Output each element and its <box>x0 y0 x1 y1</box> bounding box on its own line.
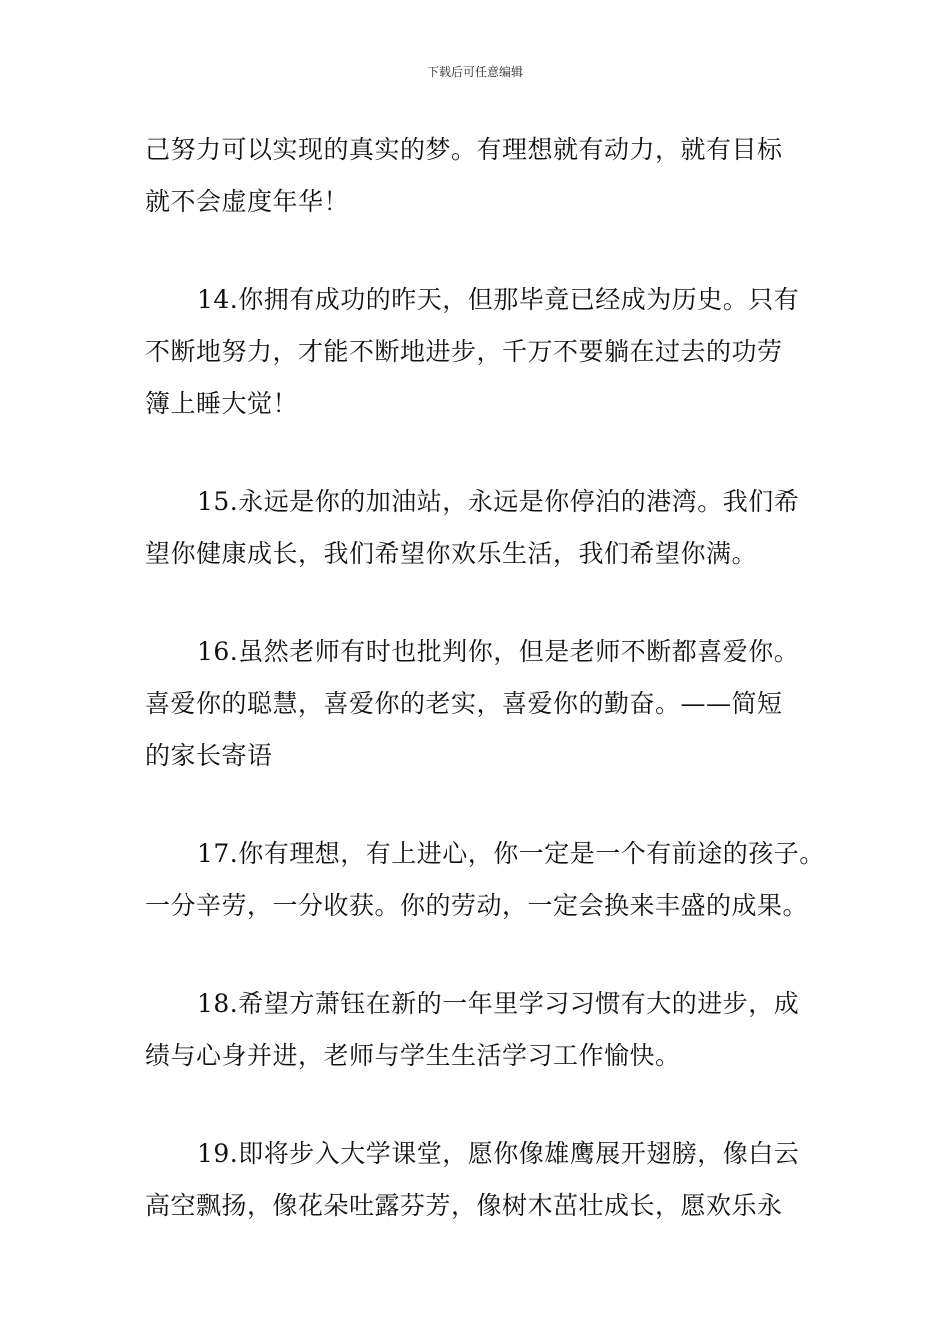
paragraph-gap <box>145 228 815 274</box>
paragraph-gap <box>145 1082 815 1128</box>
document-body <box>145 124 825 1232</box>
text-line: 18.希望方萧钰在新的一年里学习习惯有大的进步，成 <box>197 989 800 1018</box>
text-line: 14.你拥有成功的昨天，但那毕竟已经成为历史。只有 <box>197 285 800 314</box>
paragraph-18 <box>145 978 815 1082</box>
text-line: 15.永远是你的加油站，永远是你停泊的港湾。我们希 <box>197 487 800 516</box>
text-line: 一分辛劳，一分收获。你的劳动，一定会换来丰盛的成果。 <box>145 891 809 920</box>
text-line: 的家长寄语 <box>145 741 273 770</box>
text-line: 17.你有理想，有上进心，你一定是一个有前途的孩子。 <box>197 839 825 868</box>
paragraph-17 <box>145 828 825 932</box>
page-header: 下载后可任意编辑 <box>426 65 523 79</box>
paragraph-13-continued <box>145 124 815 228</box>
text-line: 19.即将步入大学课堂，愿你像雄鹰展开翅膀，像白云 <box>197 1139 800 1168</box>
text-line: 高空飘扬，像花朵吐露芬芳，像树木茁壮成长，愿欢乐永 <box>145 1191 783 1220</box>
text-line: 不断地努力，才能不断地进步，千万不要躺在过去的功劳 <box>145 337 783 366</box>
paragraph-gap <box>145 782 815 828</box>
text-line: 绩与心身并进，老师与学生生活学习工作愉快。 <box>145 1041 681 1070</box>
paragraph-gap <box>145 932 815 978</box>
paragraph-gap <box>145 430 815 476</box>
paragraph-16 <box>145 626 815 782</box>
paragraph-15 <box>145 476 815 580</box>
text-line: 就不会虚度年华！ <box>145 187 350 216</box>
text-line: 己努力可以实现的真实的梦。有理想就有动力，就有目标 <box>145 135 783 164</box>
paragraph-14 <box>145 274 815 430</box>
text-line: 喜爱你的聪慧，喜爱你的老实，喜爱你的勤奋。——简短 <box>145 689 783 718</box>
text-line: 望你健康成长，我们希望你欢乐生活，我们希望你满。 <box>145 539 758 568</box>
paragraph-19 <box>145 1128 815 1232</box>
text-line: 16.虽然老师有时也批判你，但是老师不断都喜爱你。 <box>197 637 800 666</box>
text-line: 簿上睡大觉！ <box>145 389 299 418</box>
paragraph-gap <box>145 580 815 626</box>
